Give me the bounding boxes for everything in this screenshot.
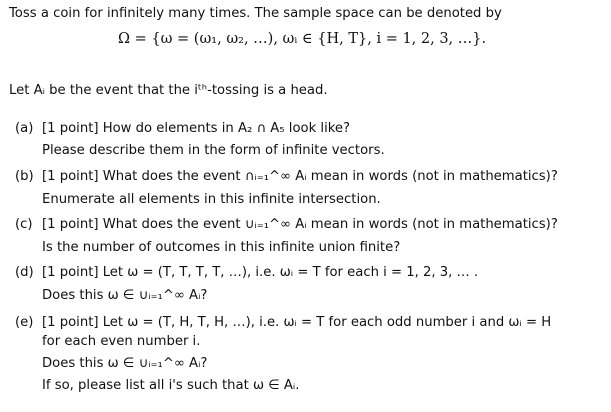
question-a-label: (a) [15,121,34,136]
question-b-line-2: Enumerate all elements in this infinite intersection. [42,192,381,207]
question-b-line-1: [1 point] What does the event ∩ᵢ₌₁^∞ Aᵢ mean in words (not in mathematics)? [42,169,558,184]
question-e-line-4: If so, please list all i's such that ω ∈ Aᵢ. [42,378,300,393]
event-definition: Let Aᵢ be the event that the iᵗʰ-tossing is a head. [9,83,328,98]
question-c-line-2: Is the number of outcomes in this infinite union finite? [42,240,401,255]
question-d-line-1: [1 point] Let ω = (T, T, T, T, …), i.e. ωᵢ = T for each i = 1, 2, 3, … . [42,265,479,280]
question-a-line-1: [1 point] How do elements in A₂ ∩ A₅ look like? [42,121,351,136]
question-e-line-1: [1 point] Let ω = (T, H, T, H, …), i.e. ωᵢ = T for each odd number i and ωᵢ = H [42,315,552,330]
question-c-label: (c) [15,217,33,232]
question-d-line-2: Does this ω ∈ ∪ᵢ₌₁^∞ Aᵢ? [42,288,208,303]
sample-space-formula: Ω = {ω = (ω₁, ω₂, …), ωᵢ ∈ {H, T}, i = 1, 2, 3, …}. [118,31,487,47]
question-b-label: (b) [15,169,34,184]
question-e-line-3: Does this ω ∈ ∪ᵢ₌₁^∞ Aᵢ? [42,356,208,371]
question-a-line-2: Please describe them in the form of infinite vectors. [42,143,385,158]
question-e-label: (e) [15,315,34,330]
problem-intro: Toss a coin for infinitely many times. The sample space can be denoted by [9,6,502,21]
question-e-line-2: for each even number i. [42,334,201,349]
question-d-label: (d) [15,265,34,280]
question-c-line-1: [1 point] What does the event ∪ᵢ₌₁^∞ Aᵢ mean in words (not in mathematics)? [42,217,558,232]
